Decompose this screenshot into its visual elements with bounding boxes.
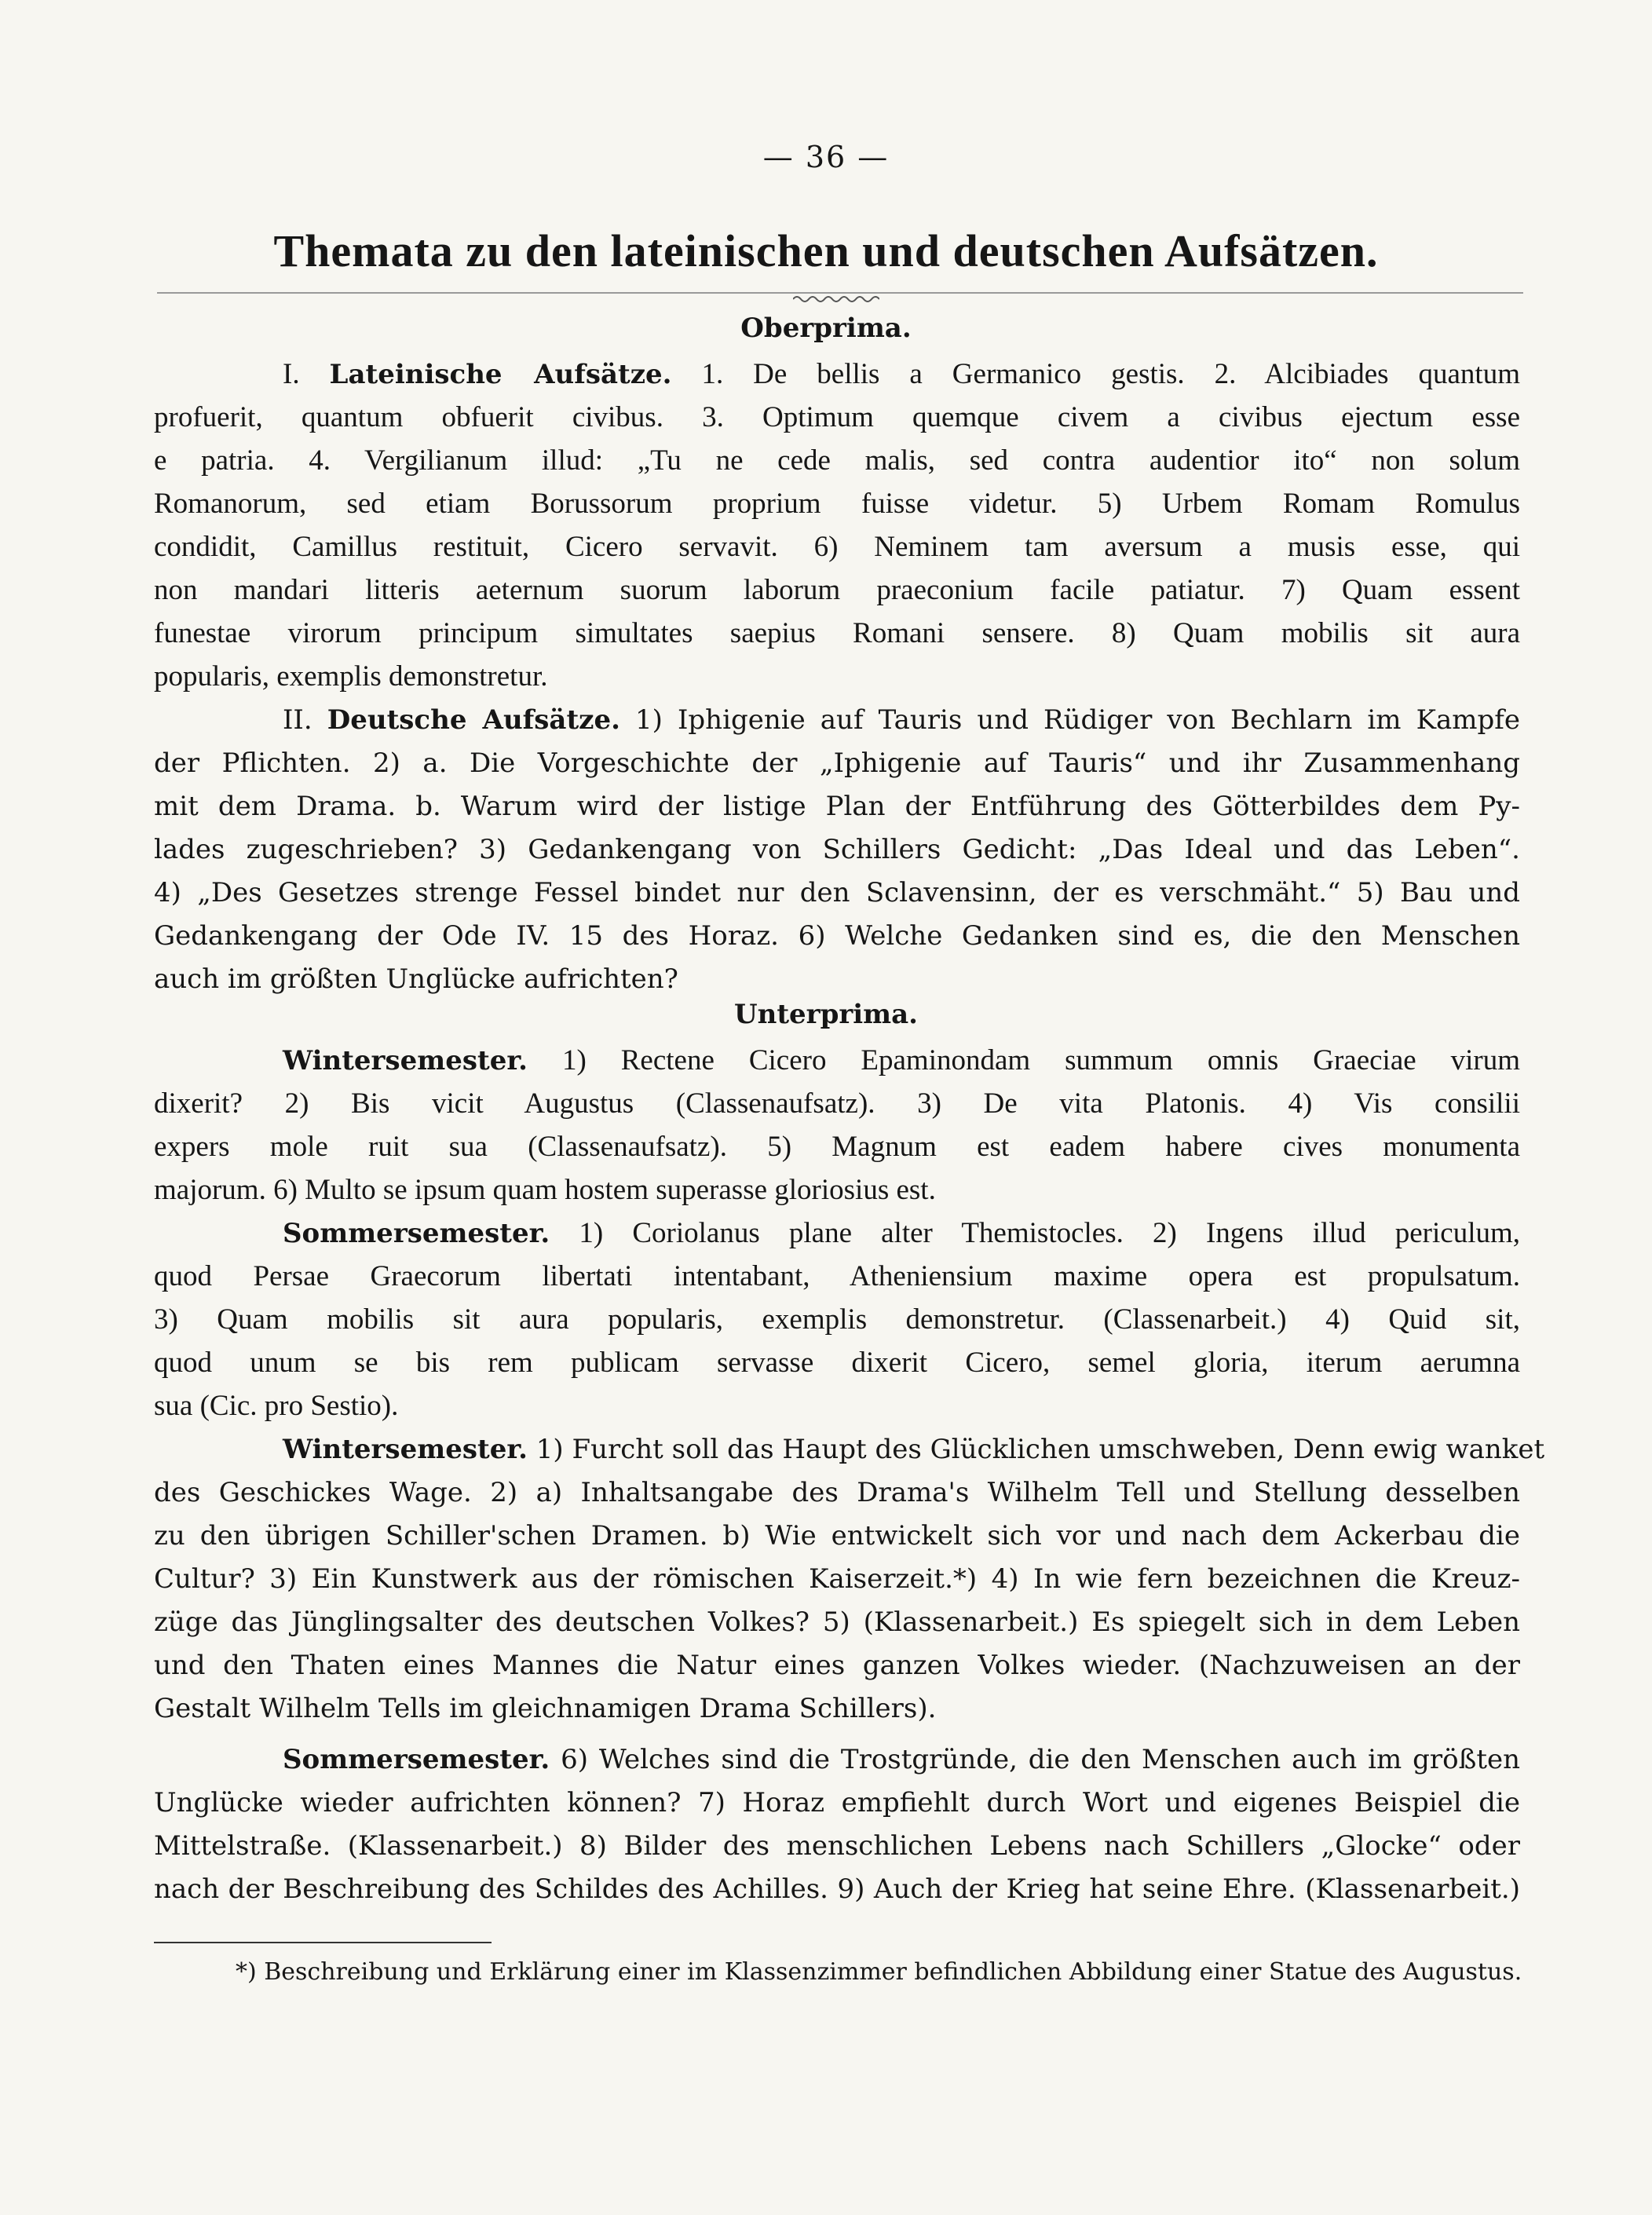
page-number: — 36 — [762,140,890,174]
text-line: Gedankengang der Ode IV. 15 des Horaz. 6) Welche Gedanken sind es, die den Menschen [154,920,1520,952]
text-line: e patria. 4. Vergilianum illud: „Tu ne cede malis, sed contra audentior ito“ non solum [154,444,1520,477]
text-line: profuerit, quantum obfuerit civibus. 3. Optimum quemque civem a civibus ejectum esse [154,401,1520,433]
text-line: 1) Iphigenie auf Tauris und Rüdiger von Bechlarn im Kampfe [635,704,1520,736]
text-line: Romanorum, sed etiam Borussorum proprium fuisse videtur. 5) Urbem Romam Romulus [154,488,1520,520]
german-first-line [283,700,1520,740]
text-line: quod unum se bis rem publicam servasse dixerit Cicero, semel gloria, iterum aerumna [154,1347,1520,1379]
sommer2-label: Sommersemester. [283,1744,550,1775]
text-line: Unglücke wieder aufrichten können? 7) Horaz empfiehlt durch Wort und eigenes Beispiel die [154,1787,1520,1818]
text-line: der Pflichten. 2) a. Die Vorgeschichte der „Iphigenie auf Tauris“ und ihr Zusammenhang [154,747,1520,779]
text-line: mit dem Drama. b. Warum wird der listige Plan der Entführung des Götterbildes dem Py- [154,791,1520,822]
text-line: non mandari litteris aeternum suorum laborum praeconium facile patiatur. 7) Quam essent [154,574,1520,606]
latin-first-line [283,355,1520,394]
text-line: Gestalt Wilhelm Tells im gleichnamigen Drama Schillers). [154,1693,937,1724]
ornament-squiggle [793,294,879,305]
latin-label: Lateinische Aufsätze. [329,359,672,390]
text-line: majorum. 6) Multo se ipsum quam hostem superasse gloriosius est. [154,1174,936,1206]
section-heading-unterprima: Unterprima. [733,999,919,1030]
text-line: 6) Welches sind die Trostgründe, die den Menschen auch im größten [561,1744,1520,1775]
german-label: Deutsche Aufsätze. [327,704,620,736]
winter2-first-line [283,1430,1545,1469]
text-line: Cultur? 3) Ein Kunstwerk aus der römischen Kaiserzeit.*) 4) In wie fern bezeichnen die Kreuz- [154,1563,1520,1595]
text-line: auch im größten Unglücke aufrichten? [154,963,678,995]
text-line: sua (Cic. pro Sestio). [154,1390,399,1422]
footnote: *) Beschreibung und Erklärung einer im Klassenzimmer befindlichen Abbildung einer Statue des Augustus. [236,1958,1522,1986]
winter2-label: Wintersemester. [283,1434,528,1465]
text-line: zu den übrigen Schiller'schen Dramen. b) Wie entwickelt sich vor und nach dem Ackerbau die [154,1520,1520,1552]
sommer2-first-line [283,1740,1520,1779]
text-line: condidit, Camillus restituit, Cicero servavit. 6) Neminem tam aversum a musis esse, qui [154,531,1520,563]
text-line: 1) Rectene Cicero Epaminondam summum omnis Graeciae virum [561,1044,1521,1076]
winter1-first-line [283,1041,1520,1080]
text-line: 1. De bellis a Germanico gestis. 2. Alcibiades quantum [701,358,1520,390]
section-heading-oberprima: Oberprima. [740,313,912,344]
text-line: dixerit? 2) Bis vicit Augustus (Classenaufsatz). 3) De vita Platonis. 4) Vis consilii [154,1087,1520,1120]
text-line: und den Thaten eines Mannes die Natur eines ganzen Volkes wieder. (Nachzuweisen an der [154,1650,1520,1681]
page-title: Themata zu den lateinischen und deutschen Aufsätzen. [273,225,1379,276]
text-line: popularis, exemplis demonstretur. [154,660,548,693]
latin-label-num: I. [283,358,300,390]
text-line: expers mole ruit sua (Classenaufsatz). 5) Magnum est eadem habere cives monumenta [154,1131,1520,1163]
text-line: funestae virorum principum simultates saepius Romani sensere. 8) Quam mobilis sit aura [154,617,1520,649]
german-label-num: II. [283,704,312,736]
text-line: 1) Coriolanus plane alter Themistocles. 2) Ingens illud periculum, [579,1217,1521,1249]
sommer1-first-line [283,1214,1520,1253]
text-line: Mittelstraße. (Klassenarbeit.) 8) Bilder des menschlichen Lebens nach Schillers „Glocke“ oder [154,1830,1520,1862]
text-line: nach der Beschreibung des Schildes des Achilles. 9) Auch der Krieg hat seine Ehre. (Klassenarbeit.) [154,1873,1520,1905]
text-line: quod Persae Graecorum libertati intentabant, Atheniensium maxime opera est propulsatum. [154,1260,1520,1292]
text-line: lades zugeschrieben? 3) Gedankengang von Schillers Gedicht: „Das Ideal und das Leben“. [154,834,1520,865]
text-line: 4) „Des Gesetzes strenge Fessel bindet nur den Sclavensinn, der es verschmäht.“ 5) Bau und [154,877,1520,908]
text-line: des Geschickes Wage. 2) a) Inhaltsangabe des Drama's Wilhelm Tell und Stellung desselben [154,1477,1520,1508]
text-line: 3) Quam mobilis sit aura popularis, exemplis demonstretur. (Classenarbeit.) 4) Quid sit, [154,1303,1520,1336]
text-line: 1) Furcht soll das Haupt des Glücklichen umschweben, Denn ewig wanket [535,1434,1545,1465]
text-line: züge das Jünglingsalter des deutschen Volkes? 5) (Klassenarbeit.) Es spiegelt sich in dem Leben [154,1606,1520,1638]
footnote-divider [154,1942,492,1943]
sommer1-label: Sommersemester. [283,1218,550,1249]
winter1-label: Wintersemester. [283,1045,528,1076]
